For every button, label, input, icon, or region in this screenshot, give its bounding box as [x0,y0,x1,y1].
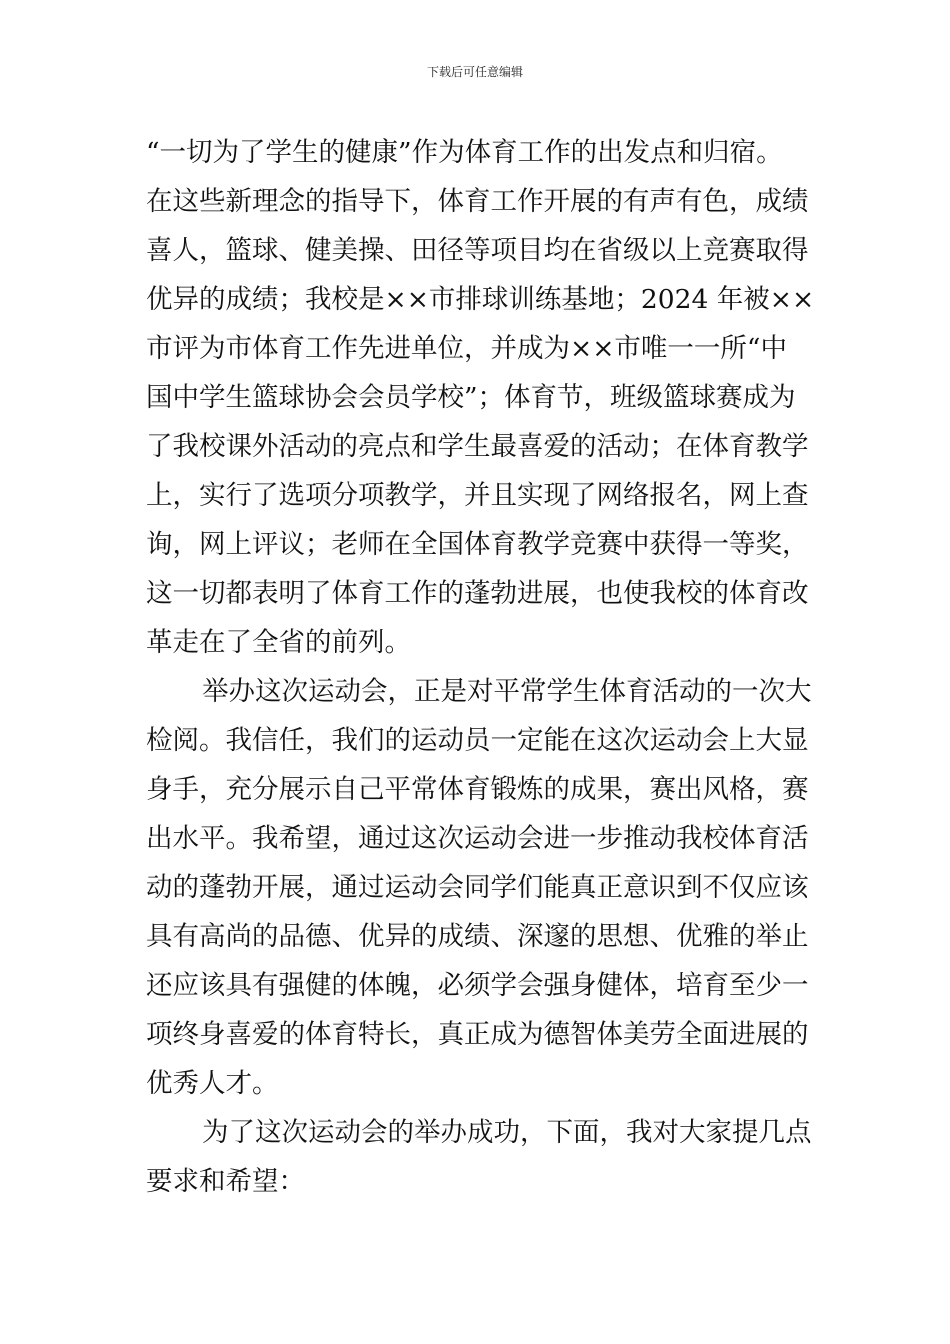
text-line: 具有高尚的品德、优异的成绩、深邃的思想、优雅的举止 [146,921,809,952]
paragraph-2 [146,667,810,1108]
text-line: 优秀人才。 [146,1068,279,1099]
text-line: 在这些新理念的指导下，体育工作开展的有声有色，成绩 [146,186,809,217]
text-line: 优异的成绩；我校是××市排球训练基地；2024 年被×× [146,284,815,315]
text-line: 动的蓬勃开展，通过运动会同学们能真正意识到不仅应该 [146,872,809,903]
text-line: 革走在了全省的前列。 [146,627,411,658]
paragraph-3 [146,1108,810,1206]
text-line: 这一切都表明了体育工作的蓬勃进展，也使我校的体育改 [146,578,809,609]
text-line: 身手，充分展示自己平常体育锻炼的成果，赛出风格，赛 [146,774,809,805]
text-line: 举办这次运动会，正是对平常学生体育活动的一次大 [202,676,812,707]
text-line: 要求和希望： [146,1166,305,1197]
text-line: “一切为了学生的健康”作为体育工作的出发点和归宿。 [146,137,783,168]
text-line: 市评为市体育工作先进单位，并成为××市唯一一所“中 [146,333,787,364]
text-line: 为了这次运动会的举办成功，下面，我对大家提几点 [202,1117,812,1148]
text-line: 了我校课外活动的亮点和学生最喜爱的活动；在体育教学 [146,431,809,462]
text-line: 还应该具有强健的体魄，必须学会强身健体，培育至少一 [146,970,809,1001]
text-line: 检阅。我信任，我们的运动员一定能在这次运动会上大显 [146,725,809,756]
text-line: 项终身喜爱的体育特长，真正成为德智体美劳全面进展的 [146,1019,809,1050]
paragraph-1 [146,128,815,667]
text-line: 出水平。我希望，通过这次运动会进一步推动我校体育活 [146,823,809,854]
page-header: 下载后可任意编辑 [426,65,523,79]
document-body [146,128,815,1206]
text-line: 询，网上评议；老师在全国体育教学竞赛中获得一等奖， [146,529,809,560]
text-line: 喜人，篮球、健美操、田径等项目均在省级以上竞赛取得 [146,235,809,266]
text-line: 上，实行了选项分项教学，并且实现了网络报名，网上查 [146,480,809,511]
text-line: 国中学生篮球协会会员学校”；体育节，班级篮球赛成为 [146,382,796,413]
